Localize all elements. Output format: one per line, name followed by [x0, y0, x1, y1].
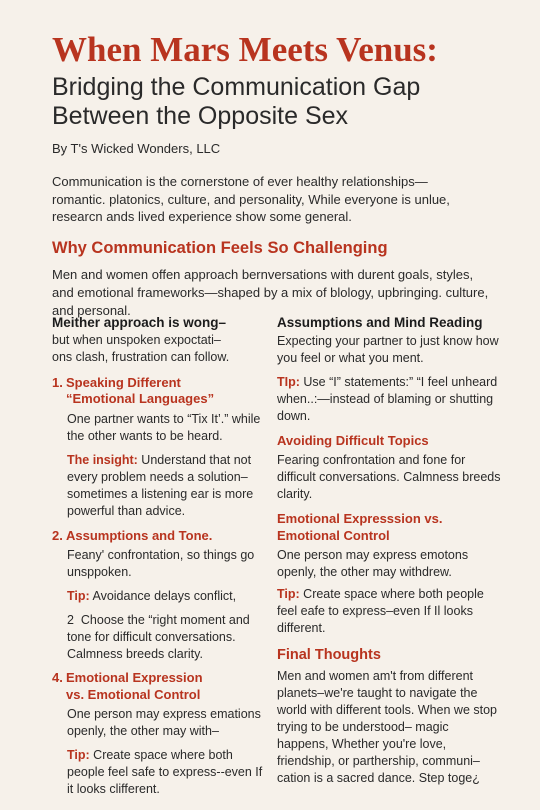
expression-heading-line-1: Emotional Expresssion vs.	[277, 511, 443, 526]
byline: By T's Wicked Wonders, LLC	[52, 141, 221, 156]
expression-heading	[277, 511, 502, 544]
item-1-text: One partner wants to “Tix It’.” while the other wants to be heard.	[67, 411, 261, 443]
subtitle-line-1: Bridging the Communication Gap	[52, 73, 421, 101]
right-column	[277, 314, 502, 787]
item-1	[52, 375, 267, 520]
item-1-insight	[52, 452, 267, 520]
item-2-text: Feany' confrontation, so things go unsppoken.	[67, 548, 255, 579]
item-4-text: One person may express emations openly, the other may with–	[67, 707, 261, 738]
final-thoughts-text: Men and women am't from different planets–we're taught to navigate the world with different tools. When we stop trying to be understood– magic happens, Whether you're love, friendship, or parthership, communi– cation is a sacred dance. Step toge¿	[277, 669, 498, 785]
item-2	[52, 528, 267, 664]
item-4-heading-line-1: Emotional Expression	[66, 670, 203, 685]
item-1-heading-line-1: Speaking Different	[66, 374, 181, 390]
tip-text: Avoidance delays conflict,	[89, 589, 237, 603]
assumptions-heading: Assumptions and Mind Reading	[277, 315, 483, 330]
item-2-number: 2.	[52, 527, 63, 543]
left-column	[52, 314, 267, 798]
item-1-number: 1.	[52, 374, 63, 390]
section-heading: Why Communication Feels So Challenging	[52, 238, 388, 257]
final-thoughts-heading: Final Thoughts	[277, 647, 381, 663]
tip-label: Tip:	[67, 748, 90, 762]
subtitle-line-2: Between the Opposite Sex	[52, 102, 349, 130]
two-column-content	[52, 314, 522, 794]
tip-label: TIp:	[277, 374, 300, 389]
insight-label: The insight:	[67, 452, 138, 467]
item-4-heading-line-2: vs. Emotional Control	[66, 686, 201, 702]
item-2-tip	[52, 588, 267, 605]
intro-paragraph: Communication is the cornerstone of ever healthy relationships—romantic. platonics, culture, and personality, While everyone is unlue, researcn ands lived experience show some general.	[52, 174, 450, 224]
expression-tip	[277, 586, 502, 637]
item-1-heading-line-2: “Emotional Languages”	[66, 391, 215, 406]
page-title: When Mars Meets Venus:	[52, 30, 438, 69]
assumptions-text: Expecting your partner to just know how you feel or what you ment.	[277, 333, 499, 365]
left-lead-rest-1: but when unspoken expoctati–	[52, 332, 221, 347]
section-body: Men and women offen approach bernversations with durent goals, styles, and emotional frameworks—shaped by a mix of blology, upbringing. culture, and personal.	[52, 266, 489, 318]
item-2-sub-number: 2	[67, 613, 74, 627]
expression-text: One person may express emotons openly, the other may withdrew.	[277, 548, 469, 579]
item-2-sub	[52, 612, 267, 663]
left-lead-rest-2: ons clash, frustration can follow.	[52, 349, 230, 364]
page-subtitle	[52, 73, 512, 131]
item-1-heading	[52, 375, 267, 408]
item-4	[52, 670, 267, 798]
tip-text: Create space where both people feel eafe to express–even If Il looks different.	[277, 587, 484, 635]
tip-label: Tip:	[277, 587, 300, 601]
assumptions-tip	[277, 374, 502, 425]
expression-heading-line-2: Emotional Control	[277, 527, 390, 543]
left-lead: Meither approach is wong–	[52, 315, 227, 330]
left-lead-rest	[52, 332, 267, 366]
tip-text: Use “I” statements:” “I feel unheard when..:—instead of blaming or shutting down.	[277, 374, 498, 423]
item-2-sub-text: Choose the “right moment and tone for difficult conversations. Calmness breeds clarity.	[67, 613, 250, 661]
avoiding-text: Fearing confrontation and fone for difficult conversations. Calmness breeds clarity.	[277, 453, 501, 501]
avoiding-heading: Avoiding Difficult Topics	[277, 432, 429, 448]
item-2-heading-text: Assumptions and Tone.	[66, 527, 213, 543]
tip-text: Create space where both people feel safe to express--even If it looks clifferent.	[67, 748, 263, 796]
tip-label: Tip:	[67, 589, 90, 603]
item-4-number: 4.	[52, 670, 63, 685]
item-2-heading	[52, 528, 267, 545]
insight-text: Understand that not every problem needs a solution– sometimes a listening ear is more powerful than advice.	[67, 452, 254, 518]
item-4-heading	[52, 670, 267, 703]
item-4-tip	[52, 747, 267, 798]
